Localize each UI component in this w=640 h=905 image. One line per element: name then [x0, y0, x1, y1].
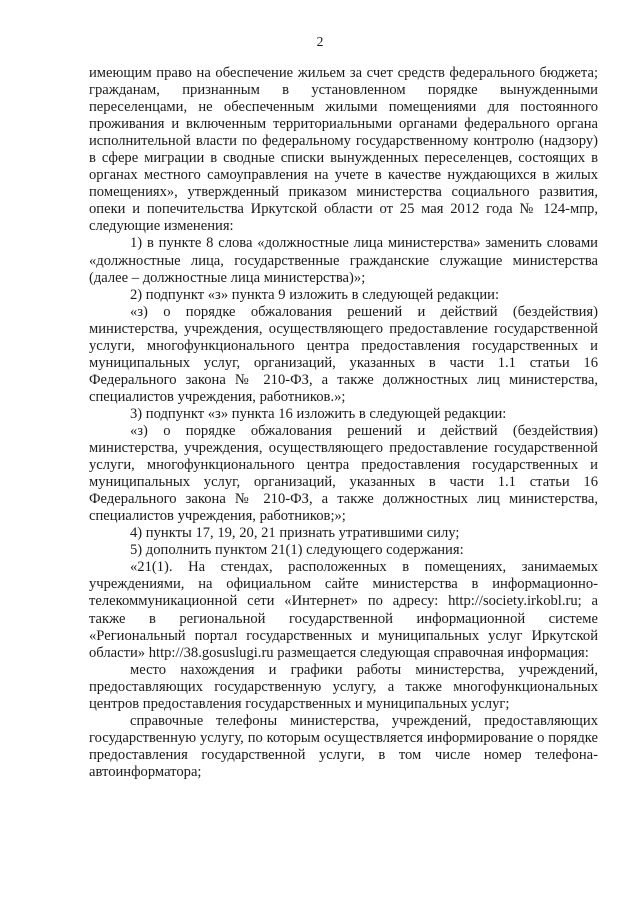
paragraph-reference-phones: справочные телефоны министерства, учреждений, предоставляющих государственную услугу, по которым осуществляется информирование о порядке предоставления государственной услуги, в том числе номер телефона-автоинформатора; [89, 712, 598, 780]
paragraph-item-4: 4) пункты 17, 19, 20, 21 признать утратившими силу; [130, 525, 460, 542]
paragraph-item-21-1: «21(1). На стендах, расположенных в помещениях, занимаемых учреждениями, на официальном сайте министерства в информационно-телекоммуникационной сети «Интернет» по адресу: http://society.irkobl.ru; а также в региональной государственной информационной системе «Региональный портал государственных и муниципальных услуг Иркутской области» http://38.gosuslugi.ru размещается следующая справочная информация: [89, 559, 598, 661]
paragraph-item-5: 5) дополнить пунктом 21(1) следующего содержания: [130, 542, 464, 559]
paragraph-item-3: 3) подпункт «з» пункта 16 изложить в следующей редакции: [130, 405, 507, 422]
paragraph-location-schedule: место нахождения и графики работы министерства, учреждений, предоставляющих государственную услугу, а также многофункциональных центров предоставления государственных и муниципальных услуг; [89, 661, 598, 712]
document-body [89, 65, 598, 781]
paragraph-item-1: 1) в пункте 8 слова «должностные лица министерства» заменить словами «должностные лица, государственные гражданские служащие министерства (далее – должностные лица министерства)»; [89, 235, 598, 286]
page-number: 2 [316, 34, 324, 49]
paragraph-item-3-text: «з) о порядке обжалования решений и действий (бездействия) министерства, учреждения, осуществляющего предоставление государственной услуги, многофункционального центра предоставления государственных и муниципальных услуг, организаций, указанных в части 1.1 статьи 16 Федерального закона № 210-ФЗ, а также должностных лиц министерства, специалистов учреждения, работников;»; [89, 422, 598, 525]
paragraph-item-2: 2) подпункт «з» пункта 9 изложить в следующей редакции: [130, 286, 500, 303]
paragraph-item-2-text: «з) о порядке обжалования решений и действий (бездействия) министерства, учреждения, осуществляющего предоставление государственной услуги, многофункционального центра предоставления государственных и муниципальных услуг, организаций, указанных в части 1.1 статьи 16 Федерального закона № 210-ФЗ, а также должностных лиц министерства, специалистов учреждения, работников.»; [89, 303, 598, 405]
paragraph-intro-continuation: имеющим право на обеспечение жильем за счет средств федерального бюджета; гражданам, признанным в установленном порядке вынужденными переселенцами, не обеспеченным жилыми помещениями для постоянного проживания и включенным территориальными органами федерального органа исполнительной власти по федеральному государственному контролю (надзору) в сфере миграции в сводные списки вынужденных переселенцев, состоящих в органах местного самоуправления на учете в качестве нуждающихся в жилых помещениях», утвержденный приказом министерства социального развития, опеки и попечительства Иркутской области от 25 мая 2012 года № 124-мпр, следующие изменения: [89, 65, 598, 235]
